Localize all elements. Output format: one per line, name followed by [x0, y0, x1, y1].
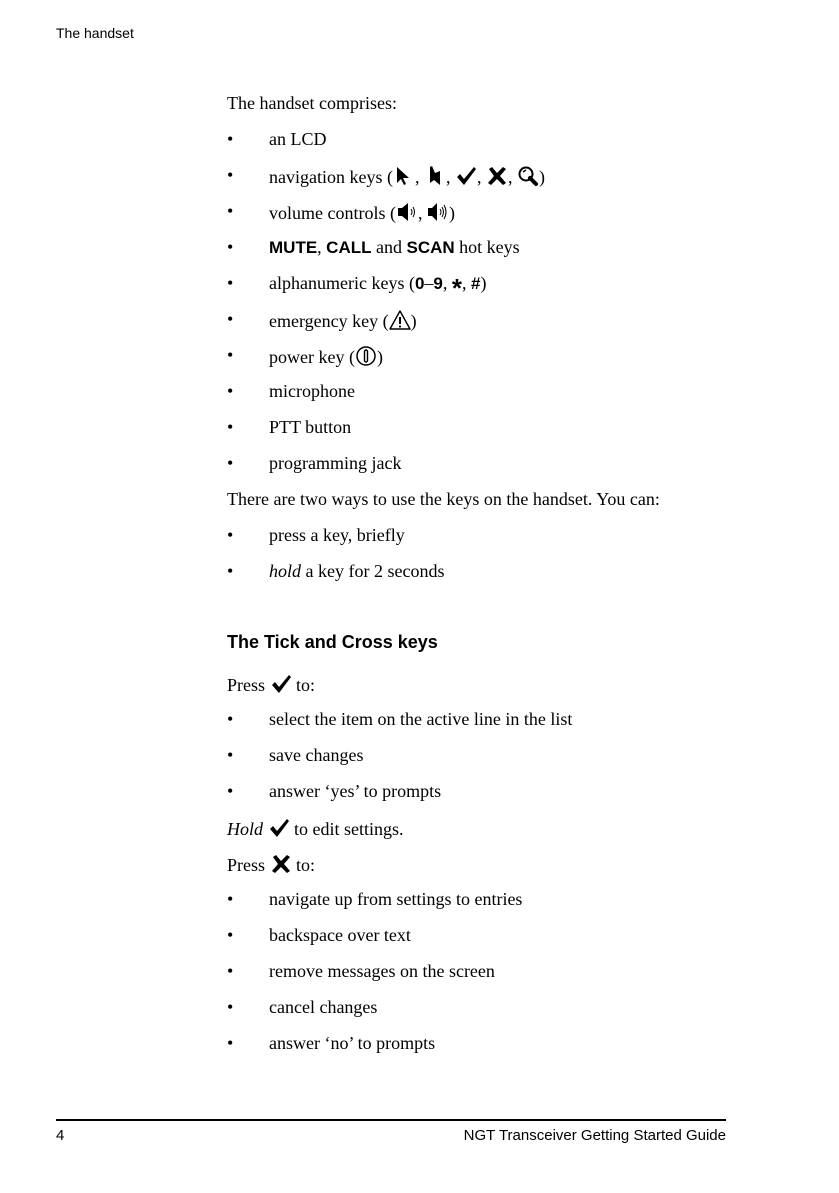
tick-icon: [268, 817, 290, 839]
intro-text: The handset comprises:: [227, 93, 397, 113]
bullet: •: [227, 165, 234, 185]
bullet: •: [227, 273, 234, 293]
search-icon: [517, 165, 539, 187]
mute-key-label: MUTE: [269, 238, 318, 257]
bullet: •: [227, 961, 234, 981]
tick-icon: [455, 165, 477, 187]
bullet: •: [227, 417, 234, 437]
bullet: •: [227, 997, 234, 1017]
cross-icon: [270, 853, 292, 875]
call-key-label: CALL: [326, 238, 372, 257]
bullet: •: [227, 345, 234, 365]
emergency-icon: [389, 309, 411, 331]
volume-up-icon: [427, 201, 449, 223]
volume-down-icon: [396, 201, 418, 223]
cross-icon: [486, 165, 508, 187]
footer-divider: [56, 1119, 726, 1121]
bullet: •: [227, 525, 234, 545]
section-heading: The Tick and Cross keys: [227, 632, 438, 652]
hold-tick-line: Hold to edit settings.: [227, 819, 404, 839]
footer-title: NGT Transceiver Getting Started Guide: [463, 1127, 726, 1144]
tick-icon: [270, 673, 292, 695]
bullet: •: [227, 129, 234, 149]
bullet: •: [227, 709, 234, 729]
bullet: •: [227, 745, 234, 765]
bullet: •: [227, 309, 234, 329]
power-icon: [355, 345, 377, 367]
hash-key-label: #: [471, 274, 481, 293]
bullet: •: [227, 781, 234, 801]
bullet: •: [227, 561, 234, 581]
bullet: •: [227, 453, 234, 473]
running-header: The handset: [56, 25, 134, 41]
scroll-up-icon: [393, 165, 415, 187]
bullet: •: [227, 237, 234, 257]
scan-key-label: SCAN: [406, 238, 455, 257]
bullet: •: [227, 201, 234, 221]
ways-intro: There are two ways to use the keys on the handset. You can:: [227, 489, 660, 509]
star-key-label: *: [451, 273, 463, 303]
bullet: •: [227, 889, 234, 909]
bullet: •: [227, 381, 234, 401]
press-tick-line: Press to:: [227, 675, 316, 695]
press-cross-line: Press to:: [227, 855, 316, 875]
bullet: •: [227, 925, 234, 945]
scroll-down-icon: [424, 165, 446, 187]
bullet: •: [227, 1033, 234, 1053]
page-number: 4: [56, 1127, 65, 1144]
